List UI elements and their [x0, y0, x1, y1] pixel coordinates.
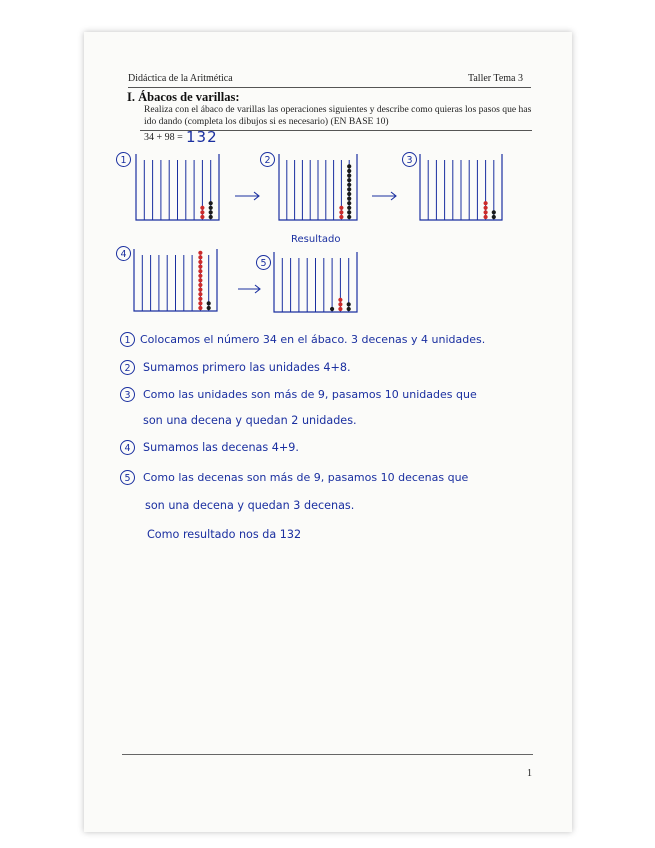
unit-bead	[347, 302, 351, 306]
ten-bead	[198, 306, 202, 310]
arrow-icon	[236, 283, 264, 295]
unit-bead	[209, 210, 213, 214]
ten-bead	[198, 269, 202, 273]
abacus-3	[414, 152, 508, 224]
ten-bead	[200, 210, 204, 214]
arrow-icon	[233, 190, 263, 202]
arrow-icon	[370, 190, 400, 202]
unit-bead	[347, 174, 351, 178]
unit-bead	[347, 307, 351, 311]
ten-bead	[198, 265, 202, 269]
conclusion-text: Como resultado nos da 132	[147, 528, 302, 541]
ten-bead	[339, 215, 343, 219]
step-text: Como las decenas son más de 9, pasamos 10 decenas que	[143, 471, 469, 484]
abacus-4	[128, 247, 223, 315]
unit-bead	[492, 210, 496, 214]
unit-bead	[347, 178, 351, 182]
ten-bead	[198, 274, 202, 278]
footer-rule	[122, 754, 533, 755]
ten-bead	[198, 301, 202, 305]
result-label: Resultado	[291, 234, 341, 245]
unit-bead	[347, 169, 351, 173]
step-number: 5	[120, 470, 135, 485]
abacus-step-number: 2	[260, 152, 275, 167]
ten-bead	[198, 288, 202, 292]
ten-bead	[484, 215, 488, 219]
page-number: 1	[527, 768, 532, 779]
ten-bead	[198, 260, 202, 264]
abacus-step-number: 1	[116, 152, 131, 167]
unit-bead	[209, 215, 213, 219]
abacus-step-number: 3	[402, 152, 417, 167]
unit-bead	[209, 201, 213, 205]
ten-bead	[484, 210, 488, 214]
unit-bead	[209, 206, 213, 210]
step-text: Sumamos primero las unidades 4+8.	[143, 361, 351, 374]
unit-bead	[347, 192, 351, 196]
section-title: I. Ábacos de varillas:	[127, 90, 240, 104]
hundred-bead	[330, 307, 334, 311]
ten-bead	[338, 298, 342, 302]
ten-bead	[484, 206, 488, 210]
step-text: son una decena y quedan 2 unidades.	[143, 414, 357, 427]
ten-bead	[339, 206, 343, 210]
ten-bead	[198, 283, 202, 287]
ten-bead	[198, 297, 202, 301]
handwritten-answer: 132	[186, 128, 218, 146]
ten-bead	[198, 292, 202, 296]
unit-bead	[347, 206, 351, 210]
abacus-5	[268, 250, 363, 316]
unit-bead	[347, 215, 351, 219]
ten-bead	[198, 255, 202, 259]
ten-bead	[484, 201, 488, 205]
page-header	[128, 73, 531, 88]
step-text: son una decena y quedan 3 decenas.	[145, 499, 355, 512]
step-text: Sumamos las decenas 4+9.	[143, 441, 299, 454]
unit-bead	[347, 201, 351, 205]
ten-bead	[338, 307, 342, 311]
unit-bead	[207, 306, 211, 310]
step-number: 4	[120, 440, 135, 455]
ten-bead	[338, 302, 342, 306]
step-number: 3	[120, 387, 135, 402]
unit-bead	[347, 197, 351, 201]
abacus-step-number: 5	[256, 255, 271, 270]
step-text: Colocamos el número 34 en el ábaco. 3 decenas y 4 unidades.	[140, 333, 486, 346]
unit-bead	[492, 215, 496, 219]
ten-bead	[200, 215, 204, 219]
unit-bead	[347, 210, 351, 214]
abacus-2	[273, 152, 363, 224]
expression: 34 + 98 =	[144, 132, 183, 143]
ten-bead	[198, 278, 202, 282]
step-text: Como las unidades son más de 9, pasamos 10 unidades que	[143, 388, 477, 401]
ten-bead	[198, 251, 202, 255]
unit-bead	[347, 187, 351, 191]
ten-bead	[339, 210, 343, 214]
course-title: Didáctica de la Aritmética	[128, 73, 233, 84]
abacus-1	[130, 152, 225, 224]
abacus-step-number: 4	[116, 246, 131, 261]
ten-bead	[200, 206, 204, 210]
instructions-text: Realiza con el ábaco de varillas las operaciones siguientes y describe como quieras los pasos que has ido dando (completa los dibujos si es necesario) (EN BASE 10)	[144, 104, 532, 127]
step-number: 1	[120, 332, 135, 347]
unit-bead	[347, 183, 351, 187]
step-number: 2	[120, 360, 135, 375]
unit-bead	[207, 301, 211, 305]
workshop-title: Taller Tema 3	[467, 73, 523, 84]
unit-bead	[347, 164, 351, 168]
